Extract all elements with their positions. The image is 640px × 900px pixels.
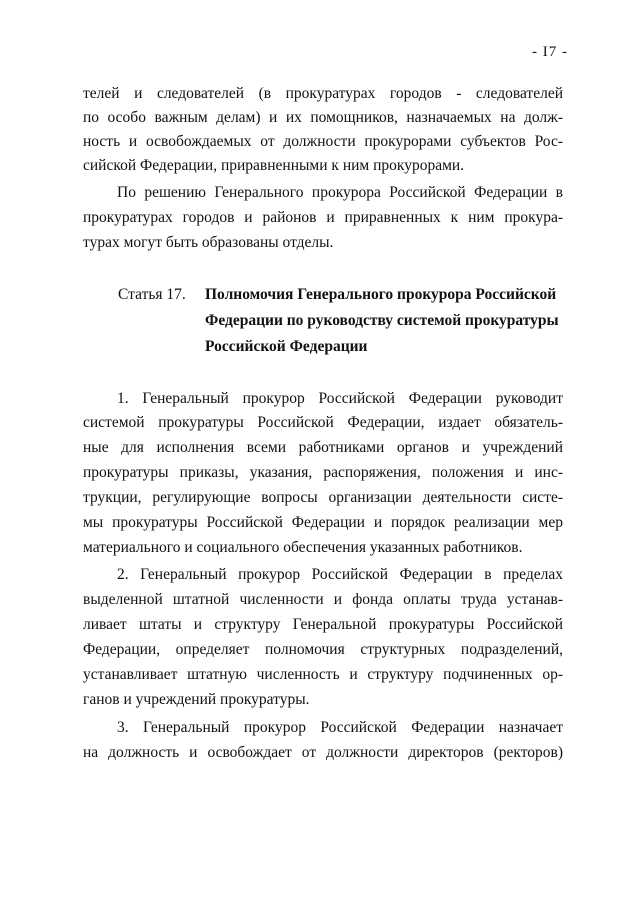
- clause1-line-4: прокуратуры приказы, указания, распоряжения, положения и инс-: [83, 464, 563, 481]
- clause1-line-5: трукции, регулирующие вопросы организации деятельности систе-: [83, 489, 563, 506]
- article-title-line-2: Федерации по руководству системой прокуратуры: [205, 312, 559, 329]
- intro-line-1: телей и следователей (в прокуратурах городов - следователей: [83, 85, 563, 102]
- clause1-line-2: системой прокуратуры Российской Федерации, издает обязатель-: [83, 414, 563, 431]
- clause2-line-6: ганов и учреждений прокуратуры.: [83, 691, 310, 708]
- clause1-line-7: материального и социального обеспечения указанных работников.: [83, 539, 523, 556]
- clause1-line-6: мы прокуратуры Российской Федерации и порядок реализации мер: [83, 514, 563, 531]
- clause2-line-3: ливает штаты и структуру Генеральной прокуратуры Российской: [83, 616, 563, 633]
- clause3-line-1: 3. Генеральный прокурор Российской Федерации назначает: [117, 719, 563, 736]
- page-number: - I7 -: [532, 44, 568, 60]
- departments-line-1: По решению Генерального прокурора Российской Федерации в: [117, 184, 563, 201]
- intro-line-4: сийской Федерации, приравненными к ним прокурорами.: [83, 157, 465, 174]
- intro-line-3: ность и освобождаемых от должности прокурорами субъектов Рос-: [83, 133, 563, 150]
- clause1-line-3: ные для исполнения всеми работниками органов и учреждений: [83, 439, 563, 456]
- clause2-line-5: устанавливает штатную численность и структуру подчиненных ор-: [83, 666, 563, 683]
- intro-line-2: по особо важным делам) и их помощников, назначаемых на долж-: [83, 109, 563, 126]
- clause2-line-2: выделенной штатной численности и фонда оплаты труда устанав-: [83, 591, 563, 608]
- article-title-line-3: Российской Федерации: [205, 338, 368, 355]
- clause2-line-4: Федерации, определяет полномочия структурных подразделений,: [83, 641, 563, 658]
- departments-line-2: прокуратурах городов и районов и приравненных к ним прокура-: [83, 209, 563, 226]
- clause3-line-2: на должность и освобождает от должности директоров (ректоров): [83, 744, 563, 761]
- clause2-line-1: 2. Генеральный прокурор Российской Федерации в пределах: [117, 566, 563, 583]
- article-label: Статья 17.: [118, 286, 186, 303]
- clause1-line-1: 1. Генеральный прокурор Российской Федерации руководит: [117, 390, 563, 407]
- departments-line-3: турах могут быть образованы отделы.: [83, 234, 334, 251]
- article-title-line-1: Полномочия Генерального прокурора Российской: [205, 286, 557, 303]
